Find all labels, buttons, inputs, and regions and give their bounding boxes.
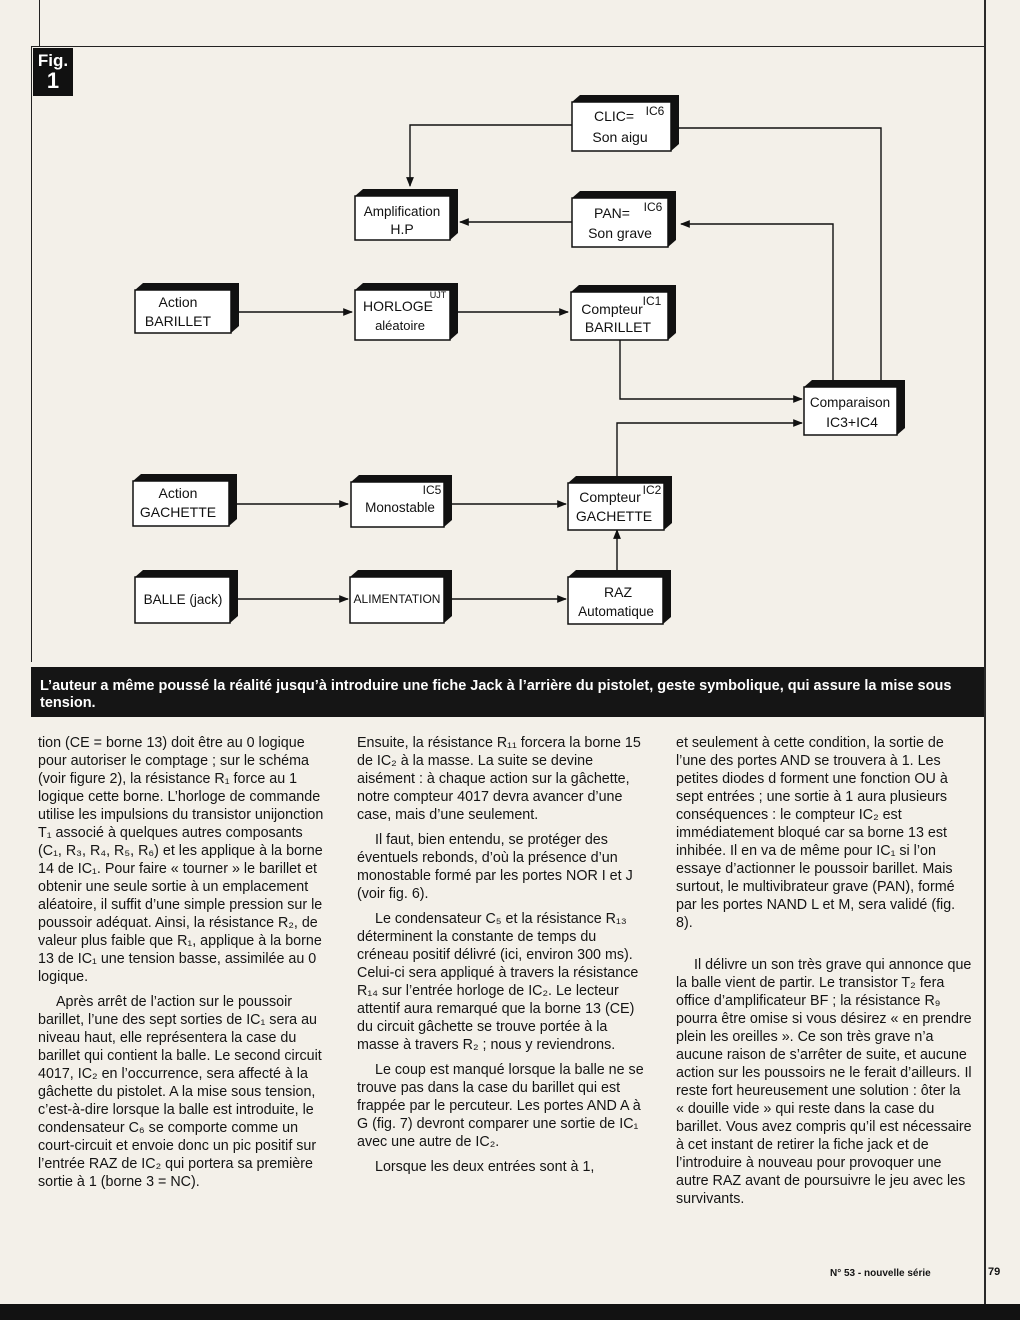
box-alimentation-line1: ALIMENTATION: [353, 592, 441, 606]
box-action-barillet: [135, 283, 239, 333]
paragraph: Il délivre un son très grave qui annonce que la balle vient de partir. Le transistor T₂ fera office d’amplificateur BF ; la résistance R₉ pourra être omise si vous désirez « en prendre plein les oreilles ». Ce son très grave n’a aucune raison de s’arrêter de suite, et aucune action sur les poussoirs ne le ferait d’ailleurs. Il reste fort heureusement une solution : ôter la « douille vide » qui reste dans la case du barillet. Vous avez compris qu’il est nécessaire à cet instant de retirer la fiche jack et de l’introduire à nouveau pour provoquer une autre RAZ avant de poursuivre le jeu avec les survivants.: [676, 957, 972, 1207]
box-monostable-ref: IC5: [422, 483, 442, 497]
box-compteur-gachette-ref: IC2: [642, 483, 662, 497]
wire-comparaison-to-pan: [681, 224, 833, 380]
box-horloge-ref: UJT: [429, 290, 447, 300]
paragraph: Lorsque les deux entrées sont à 1,: [375, 1159, 595, 1175]
box-clic-line1: CLIC=: [593, 108, 635, 124]
box-clic-line2: Son aigu: [592, 129, 648, 145]
wire-clic-to-ampli: [410, 125, 572, 186]
box-comparaison-line2: IC3+IC4: [826, 414, 878, 430]
box-pan: [572, 191, 676, 247]
box-comparaison: [804, 380, 905, 435]
box-compteur-barillet: [571, 285, 676, 340]
box-monostable-line1: Monostable: [365, 500, 435, 515]
wire-compteur-gachette-to-comparaison: [617, 423, 802, 476]
bottom-edge: [0, 1304, 1020, 1320]
text-column-2: [357, 734, 650, 1176]
box-action-gachette-line2: GACHETTE: [139, 504, 217, 520]
box-ampli-line1: Amplification: [363, 204, 441, 219]
paragraph: Ensuite, la résistance R₁₁ forcera la borne 15 de IC₂ à la masse. La suite se devine aisément : à chaque action sur la gâchette, notre compteur 4017 devra avancer d’une case, mais d’une seulement.: [357, 735, 641, 823]
paragraph: tion (CE = borne 13) doit être au 0 logique pour autoriser le comptage ; sur le schéma (voir figure 2), la résistance R₁ force au 1 logique cette borne. L’horloge de commande utilise les impulsions du transistor unijonction T₁ associé à quelques autres composants (C₁, R₃, R₄, R₅, R₆) et les applique à la borne 14 de IC₁. Pour faire « tourner » le barillet et obtenir une seule sortie à un emplacement aléatoire, il suffit d’une simple pression sur le poussoir adéquat. Ainsi, la résistance R₂, de valeur plus faible que R₁, applique à la borne 13 de IC₁ une tension basse, assimilée au 0 logique.: [38, 735, 324, 985]
box-pan-line2: Son grave: [588, 225, 652, 241]
figure-tag-label: Fig.: [37, 51, 69, 70]
box-ampli-line2: H.P: [390, 221, 414, 237]
text-column-3: [676, 734, 972, 1208]
box-compteur-barillet-ref: IC1: [642, 294, 662, 308]
page-number: 79: [988, 1266, 1001, 1278]
paragraph: Il faut, bien entendu, se protéger des éventuels rebonds, d’où la présence d’un monostable formé par les portes NOR I et J (voir fig. 6).: [357, 832, 633, 902]
paragraph: Le condensateur C₅ et la résistance R₁₃ déterminent la constante de temps du créneau positif délivré (ici, environ 300 ms). Celui-ci sera appliqué à travers la résistance R₁₄ sur l’entrée horloge de IC₂. Le lecteur attentif aura remarqué que la borne 13 (CE) du circuit gâchette se trouve portée à la masse à travers R₂ ; nous y reviendrons.: [357, 911, 639, 1053]
box-action-gachette: [133, 474, 237, 526]
box-horloge: [355, 283, 458, 340]
box-compteur-barillet-line2: BARILLET: [584, 319, 652, 335]
box-balle-line1: BALLE (jack): [143, 592, 223, 607]
box-compteur-barillet-line1: Compteur: [581, 301, 643, 317]
figure-caption: L’auteur a même poussé la réalité jusqu’à introduire une fiche Jack à l’arrière du pistolet, geste symbolique, qui assure la mise sous tension.: [31, 667, 984, 717]
wire-comparaison-to-clic: [670, 128, 881, 380]
box-pan-line1: PAN=: [594, 205, 630, 221]
box-action-barillet-line1: Action: [158, 294, 198, 310]
paragraph: Le coup est manqué lorsque la balle ne se trouve pas dans la case du barillet qui est frappée par le percuteur. Les portes AND A à G (fig. 7) devront comparer une sortie de IC₁ avec une autre de IC₂.: [357, 1062, 644, 1150]
box-ampli: [355, 189, 458, 240]
paragraph: Après arrêt de l’action sur le poussoir barillet, l’une des sept sorties de IC₁ sera au niveau haut, elle représentera la case du barillet qui contient la balle. Le second circuit 4017, IC₂ en l’occurrence, sera affecté à la gâchette du pistolet. A la mise sous tension, c’est-à-dire lorsque la balle est introduite, le condensateur C₆ se comporte comme un court-circuit et envoie donc un pic positif sur l’entrée RAZ de IC₂ qui portera sa première sortie à 1 (borne 3 = NC).: [38, 994, 322, 1190]
box-pan-ref: IC6: [643, 200, 663, 214]
box-balle: [135, 570, 238, 623]
box-compteur-gachette-line1: Compteur: [579, 489, 641, 505]
box-alimentation: [350, 570, 452, 623]
box-raz-line1: RAZ: [604, 584, 632, 600]
wire-compteur-barillet-to-comparaison: [620, 340, 802, 399]
box-compteur-gachette: [568, 476, 672, 530]
box-action-barillet-line2: BARILLET: [144, 313, 212, 329]
issue-footer: N° 53 - nouvelle série: [830, 1268, 931, 1279]
box-monostable: [351, 475, 452, 527]
box-comparaison-line1: Comparaison: [809, 395, 891, 410]
text-column-1: [38, 734, 328, 1191]
box-horloge-line1: HORLOGE: [362, 298, 434, 314]
box-clic-ref: IC6: [645, 104, 665, 118]
box-clic: [572, 95, 679, 151]
paragraph: et seulement à cette condition, la sortie de l’une des portes AND se trouvera à 1. Les petites diodes d forment une fonction OU à sept entrées ; une sortie à 1 aura plusieurs conséquences : le compteur IC₂ est immédiatement bloqué car sa borne 13 est inhibée. Il en va de même pour IC₁ si l’on essaye d’actionner le poussoir barillet. Mais surtout, le multivibrateur grave (PAN), formé par les portes NAND L et M, sera validé (fig. 8).: [676, 735, 956, 931]
figure-number: 1: [46, 68, 60, 93]
box-horloge-line2: aléatoire: [375, 318, 425, 333]
box-action-gachette-line1: Action: [158, 485, 198, 501]
box-raz: [568, 570, 671, 624]
box-raz-line2: Automatique: [578, 604, 654, 619]
box-compteur-gachette-line2: GACHETTE: [575, 508, 653, 524]
